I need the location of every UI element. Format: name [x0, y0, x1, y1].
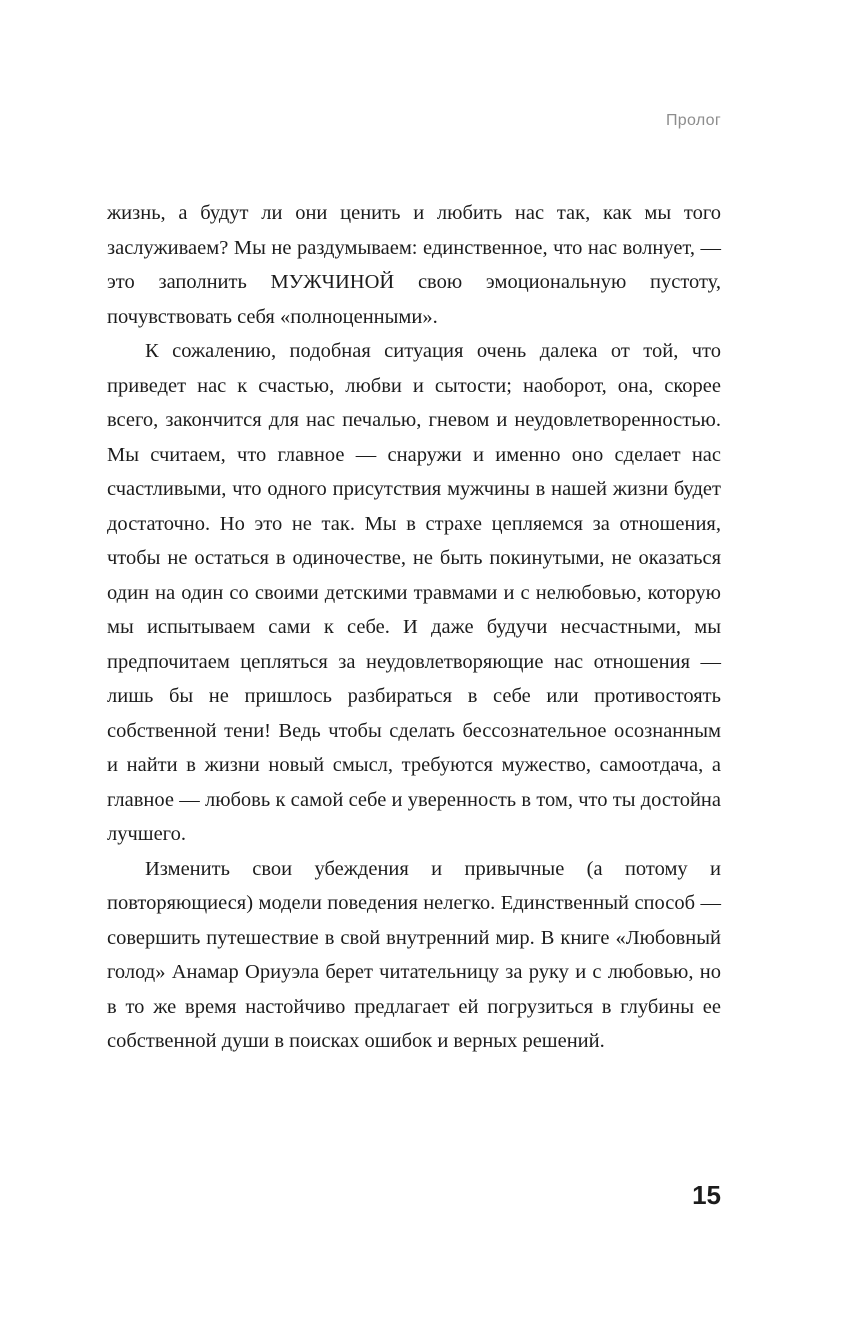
body-paragraph: жизнь, а будут ли они ценить и любить нас так, как мы того заслуживаем? Мы не раздумываем: единственное, что нас волнует, — это заполнить МУЖЧИНОЙ свою эмоциональную пустоту, почувствовать себя «полноценными». — [107, 202, 721, 328]
page-number: 15 — [692, 1180, 721, 1210]
running-head: Пролог — [666, 112, 721, 129]
body-paragraph: К сожалению, подобная ситуация очень далека от той, что приведет нас к счастью, любви и сытости; наоборот, она, скорее всего, закончится для нас печалью, гневом и неудовлетворенностью. Мы считаем, что главное — снаружи и именно оно сделает нас счастливыми, что одного присутствия мужчины в нашей жизни будет достаточно. Но это не так. Мы в страхе цепляемся за отношения, чтобы не остаться в одиночестве, не быть покинутыми, не оказаться один на один со своими детскими травмами и с нелюбовью, которую мы испытываем сами к себе. И даже будучи несчастными, мы предпочитаем цепляться за неудовлетворяющие нас отношения — лишь бы не пришлось разбираться в себе или противостоять собственной тени! Ведь чтобы сделать бессознательное осознанным и найти в жизни новый смысл, требуются мужество, самоотдача, а главное — любовь к самой себе и уверенность в том, что ты достойна лучшего. — [107, 340, 721, 845]
page-body — [107, 196, 721, 1059]
body-paragraph: Изменить свои убеждения и привычные (а потому и повторяющиеся) модели поведения нелегко. Единственный способ — совершить путешествие в свой внутренний мир. В книге «Любовный голод» Анамар Ориуэла берет читательницу за руку и с любовью, но в то же время настойчиво предлагает ей погрузиться в глубины ее собственной души в поисках ошибок и верных решений. — [107, 857, 721, 1052]
